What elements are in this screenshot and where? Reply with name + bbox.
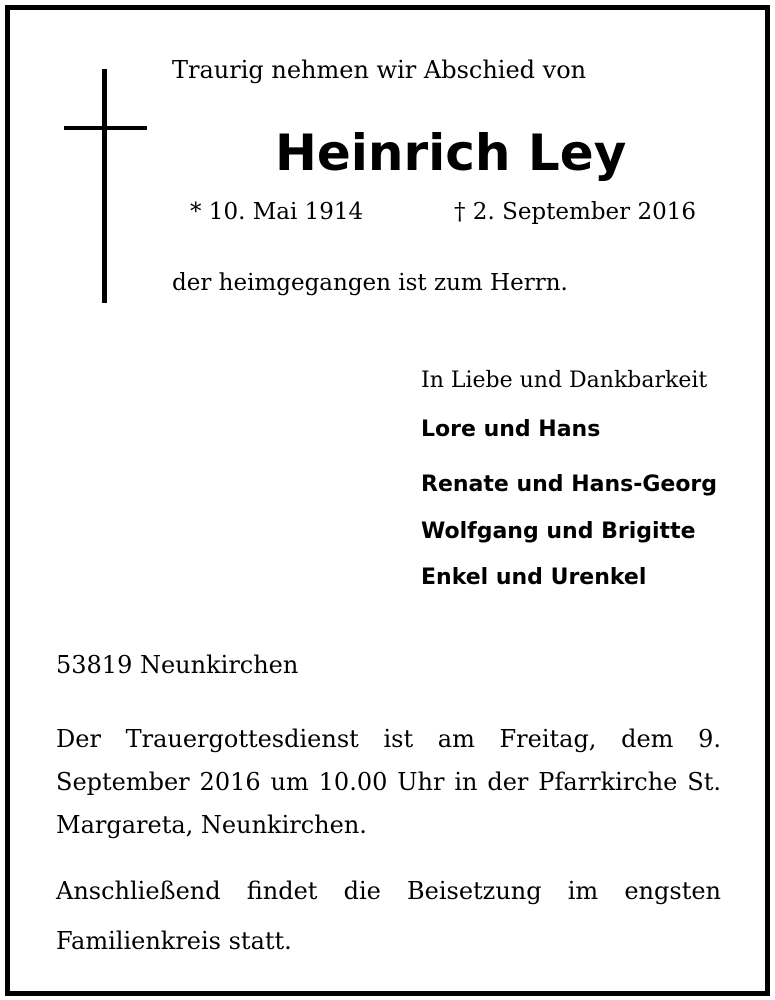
service-details: Der Trauergottesdienst ist am Freitag, dem 9. September 2016 um 10.00 Uhr in der Pfarrkirche St. Margareta, Neunkirchen.: [56, 725, 721, 839]
cross-vertical-bar: [102, 69, 107, 303]
mourner-name: Renate und Hans-Georg: [421, 472, 718, 497]
mourner-name: Lore und Hans: [421, 417, 601, 442]
cross-horizontal-bar: [64, 126, 147, 130]
mourner-name: Wolfgang und Brigitte: [421, 518, 696, 544]
mourners-intro: In Liebe und Dankbarkeit: [421, 368, 708, 393]
mourner-list: [421, 416, 741, 602]
burial-details: Anschließend findet die Beisetzung im engsten Familienkreis statt.: [56, 877, 721, 955]
mourner-name: Enkel und Urenkel: [421, 565, 647, 590]
address-line: 53819 Neunkirchen: [56, 651, 299, 679]
mourners-block: [421, 364, 741, 602]
death-date: † 2. September 2016: [454, 199, 696, 225]
passed-away-text: der heimgegangen ist zum Herrn.: [172, 270, 568, 296]
deceased-name: Heinrich Ley: [275, 124, 627, 182]
birth-date: * 10. Mai 1914: [190, 199, 364, 225]
intro-text: Traurig nehmen wir Abschied von: [172, 56, 587, 84]
